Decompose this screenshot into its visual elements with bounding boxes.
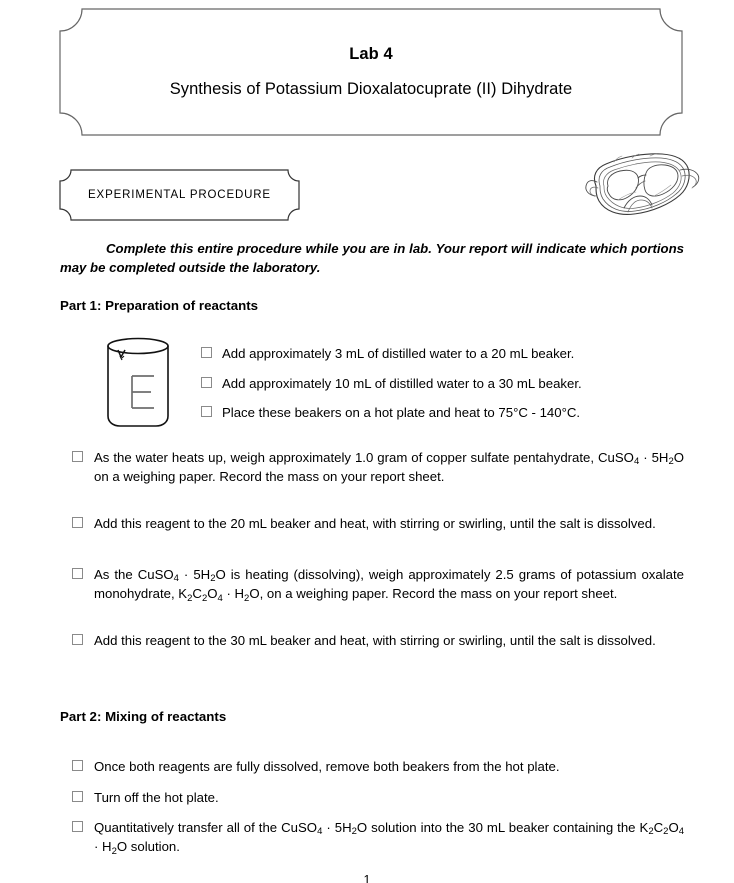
checklist-item[interactable] (201, 403, 681, 422)
checkbox[interactable] (72, 821, 83, 832)
checklist-item-label: Add approximately 3 mL of distilled water to a 20 mL beaker. (222, 346, 575, 361)
badge-label: EXPERIMENTAL PROCEDURE (88, 189, 271, 201)
checklist-item[interactable] (201, 374, 681, 393)
checklist-item[interactable] (72, 757, 684, 776)
safety-goggles-icon (584, 146, 704, 224)
beaker-drawing (99, 334, 177, 428)
checklist-item-label: Add approximately 10 mL of distilled water to a 30 mL beaker. (222, 376, 582, 391)
checkbox[interactable] (72, 517, 83, 528)
checklist-item[interactable] (72, 448, 684, 487)
checkbox[interactable] (72, 760, 83, 771)
part1-heading: Part 1: Preparation of reactants (60, 298, 259, 313)
checklist-item[interactable] (72, 565, 684, 604)
checklist-item[interactable] (72, 514, 684, 533)
experimental-procedure-badge (60, 170, 299, 220)
checklist-item-label: Add this reagent to the 20 mL beaker and heat, with stirring or swirling, until the salt is dissolved. (94, 516, 656, 531)
checklist-item-label: As the water heats up, weigh approximately 1.0 gram of copper sulfate pentahydrate, CuSO$_4$ · $5H_2O$ on a weighing paper. Record the mass on your report sheet. (94, 450, 685, 485)
checklist-item-label: As the CuSO$_4$ · $5H_2O$ is heating (dissolving), weigh approximately 2.5 grams of potassium oxalate monohydrate, $K_2C_2O_4 \cdot H_2O$, on a weighing paper. Record the mass on your report sheet. (94, 567, 684, 604)
goggles-drawing (584, 146, 704, 224)
checklist-item-label: Quantitatively transfer all of the CuSO$_4$ · $5H_2O$ solution into the 30 mL beaker containing the $K_2C_2O_4 \cdot H_2O$ solution. (94, 820, 685, 857)
checklist-item[interactable] (72, 631, 684, 650)
checkbox[interactable] (72, 634, 83, 645)
intro-paragraph: Complete this entire procedure while you are in lab. Your report will indicate which portions may be completed outside the laboratory. (60, 241, 684, 275)
checklist-item-label: Once both reagents are fully dissolved, remove both beakers from the hot plate. (94, 759, 560, 774)
beaker-icon (99, 334, 177, 428)
checkbox[interactable] (72, 791, 83, 802)
checklist-item[interactable] (72, 818, 684, 857)
checklist-item[interactable] (72, 788, 684, 807)
checklist-item-label: Place these beakers on a hot plate and heat to 75°C - 140°C. (222, 405, 581, 420)
checkbox[interactable] (201, 377, 212, 388)
page-title: Lab 4 (349, 44, 393, 63)
page-subtitle: Synthesis of Potassium Dioxalatocuprate (II) Dihydrate (169, 79, 573, 98)
title-box (60, 9, 682, 135)
checkbox[interactable] (201, 347, 212, 358)
checklist-item-label: Turn off the hot plate. (94, 790, 219, 805)
page-number: 1 (363, 874, 371, 883)
checkbox[interactable] (201, 406, 212, 417)
checklist-item-label: Add this reagent to the 30 mL beaker and heat, with stirring or swirling, until the salt is dissolved. (94, 633, 656, 648)
checkbox[interactable] (72, 451, 83, 462)
checklist-item[interactable] (201, 344, 681, 363)
checkbox[interactable] (72, 568, 83, 579)
part2-heading: Part 2: Mixing of reactants (60, 709, 227, 724)
